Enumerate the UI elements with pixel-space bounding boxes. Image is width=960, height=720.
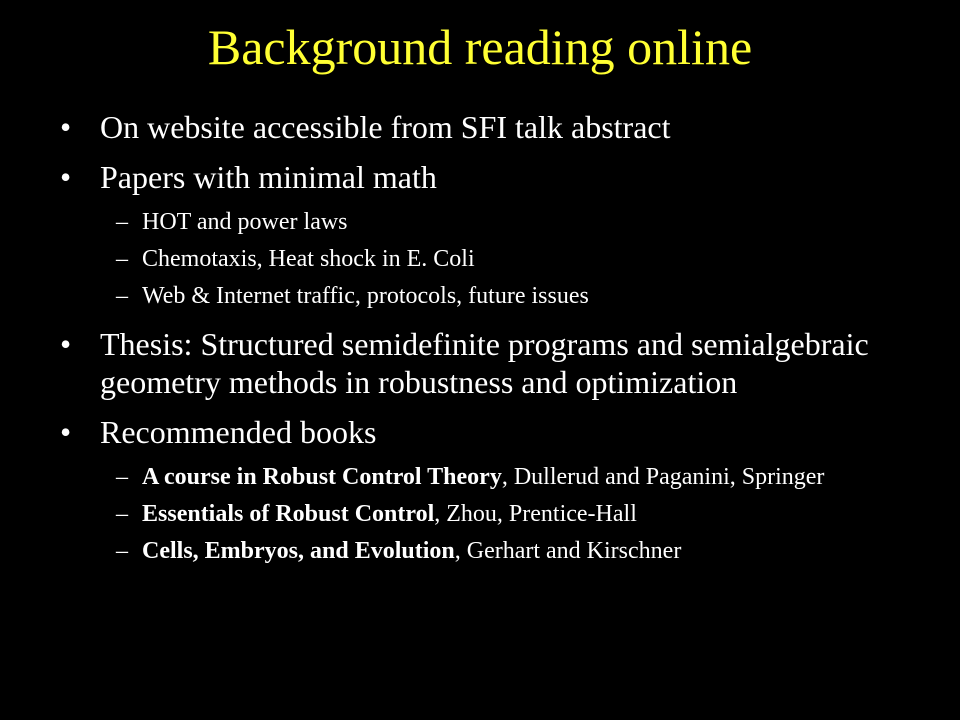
bullet-text: On website accessible from SFI talk abstract [100, 109, 671, 145]
slide-body [60, 108, 920, 574]
bullet-text: Papers with minimal math [100, 159, 437, 195]
dash-icon: – [116, 538, 128, 564]
slide-title: Background reading online [207, 19, 753, 75]
bullet-website [60, 108, 920, 146]
sub-item-text: Chemotaxis, Heat shock in E. Coli [142, 246, 475, 272]
sub-item-web-traffic [60, 282, 920, 311]
sub-item-hot [60, 208, 920, 237]
bullet-books [60, 413, 920, 451]
book-title: A course in Robust Control Theory [142, 464, 502, 490]
bullet-text: Recommended books [100, 414, 377, 450]
bullet-thesis [60, 325, 920, 401]
book-cells-embryos-evolution [60, 537, 920, 566]
bullet-icon: • [60, 109, 72, 145]
bullet-text: Thesis: Structured semidefinite programs and semialgebraic geometry methods in robustness and optimization [100, 326, 869, 400]
dash-icon: – [116, 209, 128, 235]
dash-icon: – [116, 246, 128, 272]
bullet-icon: • [60, 159, 72, 195]
book-robust-control-theory [60, 463, 920, 492]
book-title: Cells, Embryos, and Evolution [142, 538, 455, 564]
book-details: , Dullerud and Paganini, Springer [501, 464, 825, 490]
bullet-icon: • [60, 326, 72, 362]
book-details: , Zhou, Prentice-Hall [434, 501, 637, 527]
sub-item-text: HOT and power laws [142, 209, 348, 235]
sub-item-chemotaxis [60, 245, 920, 274]
dash-icon: – [116, 501, 128, 527]
bullet-papers [60, 158, 920, 196]
dash-icon: – [116, 464, 128, 490]
bullet-icon: • [60, 414, 72, 450]
dash-icon: – [116, 283, 128, 309]
book-details: , Gerhart and Kirschner [454, 538, 682, 564]
book-essentials-robust-control [60, 500, 920, 529]
sub-item-text: Web & Internet traffic, protocols, future issues [142, 283, 589, 309]
book-title: Essentials of Robust Control [142, 501, 435, 527]
